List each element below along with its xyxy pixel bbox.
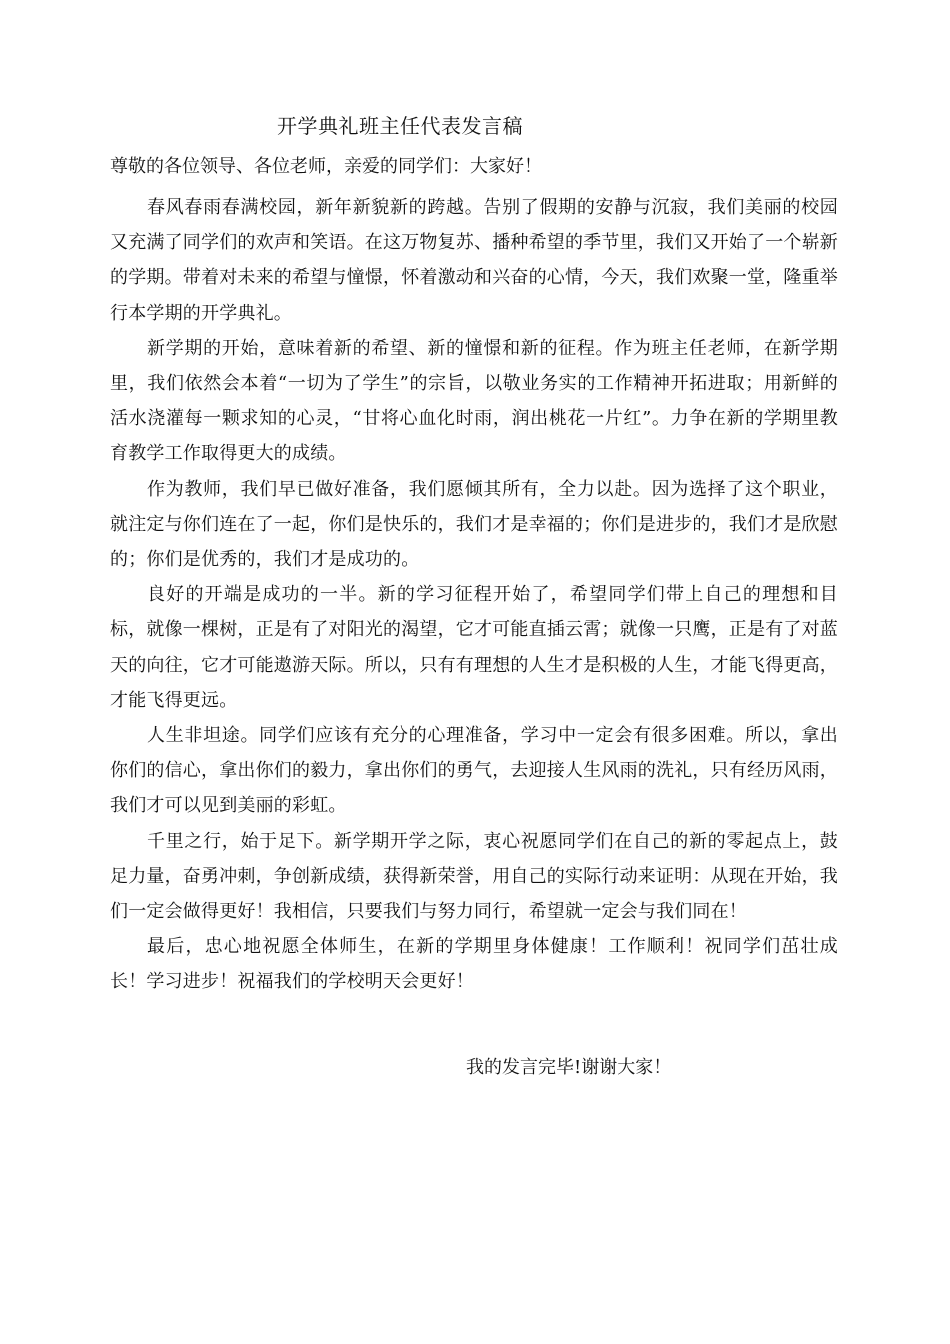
salutation: 尊敬的各位领导、各位老师，亲爱的同学们：大家好！ xyxy=(110,156,542,177)
paragraph: 千里之行，始于足下。新学期开学之际，衷心祝愿同学们在自己的新的零起点上，鼓足力量，奋勇冲刺，争创新成绩，获得新荣誉，用自己的实际行动来证明：从现在开始，我们一定会做得更好！我相信，只要我们与努力同行，希望就一定会与我们同在！ xyxy=(110,830,838,923)
paragraph: 作为教师，我们早已做好准备，我们愿倾其所有，全力以赴。因为选择了这个职业，就注定与你们连在了一起，你们是快乐的，我们才是幸福的；你们是进步的，我们才是欣慰的；你们是优秀的，我们才是成功的。 xyxy=(110,478,838,571)
document-title: 开学典礼班主任代表发言稿 xyxy=(277,114,523,138)
paragraph: 良好的开端是成功的一半。新的学习征程开始了，希望同学们带上自己的理想和目标，就像一棵树，正是有了对阳光的渴望，它才可能直插云霄；就像一只鹰，正是有了对蓝天的向往，它才可能遨游天际。所以，只有有理想的人生才是积极的人生，才能飞得更高，才能飞得更远。 xyxy=(110,584,838,711)
document-body xyxy=(110,190,838,1000)
paragraph: 最后，忠心地祝愿全体师生，在新的学期里身体健康！工作顺利！祝同学们茁壮成长！学习进步！祝福我们的学校明天会更好！ xyxy=(110,936,838,993)
paragraph: 人生非坦途。同学们应该有充分的心理准备，学习中一定会有很多困难。所以，拿出你们的信心，拿出你们的毅力，拿出你们的勇气，去迎接人生风雨的洗礼，只有经历风雨，我们才可以见到美丽的彩虹。 xyxy=(110,725,838,817)
paragraph: 春风春雨春满校园，新年新貌新的跨越。告别了假期的安静与沉寂，我们美丽的校园又充满了同学们的欢声和笑语。在这万物复苏、播种希望的季节里，我们又开始了一个崭新的学期。带着对未来的希望与憧憬，怀着激动和兴奋的心情，今天，我们欢聚一堂，隆重举行本学期的开学典礼。 xyxy=(110,197,838,324)
paragraph: 新学期的开始，意味着新的希望、新的憧憬和新的征程。作为班主任老师，在新学期里，我们依然会本着“一切为了学生”的宗旨，以敬业务实的工作精神开拓进取；用新鲜的活水浇灌每一颗求知的心灵，“甘将心血化时雨，润出桃花一片红”。力争在新的学期里教育教学工作取得更大的成绩。 xyxy=(110,337,838,465)
closing-line: 我的发言完毕!谢谢大家！ xyxy=(466,1057,672,1078)
